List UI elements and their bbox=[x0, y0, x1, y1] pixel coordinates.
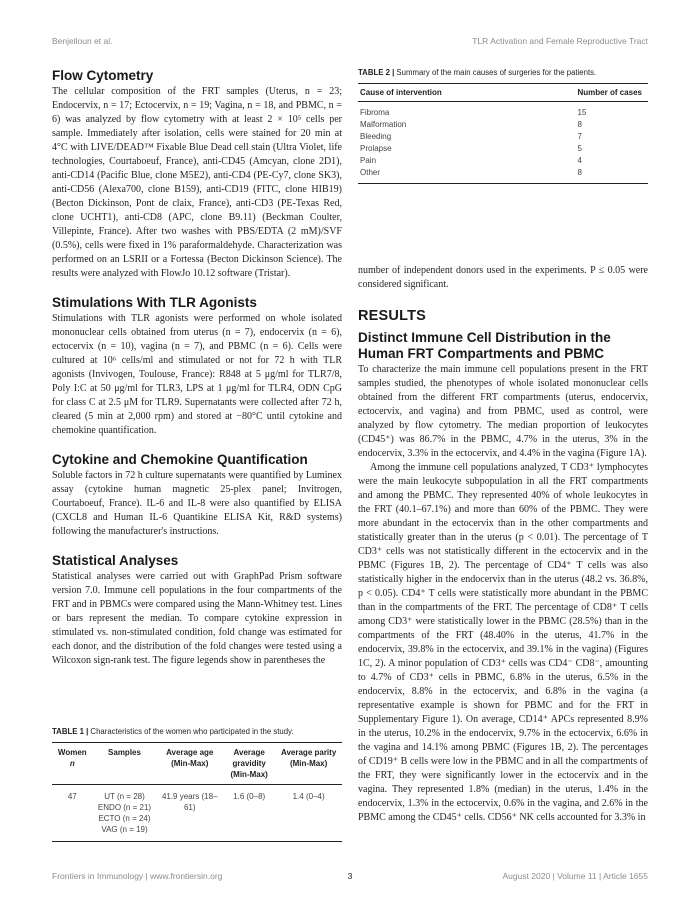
table2-header-cause: Cause of intervention bbox=[358, 84, 576, 102]
table2-caption: TABLE 2 | Summary of the main causes of surgeries for the patients. bbox=[358, 68, 597, 77]
section-title-flow-cytometry: Flow Cytometry bbox=[52, 68, 154, 83]
table1-cell-women: 47 bbox=[52, 785, 93, 842]
paragraph-stimulations: Stimulations with TLR agonists were performed on whole isolated mononuclear cells obtained from uterus (n = 7), endocervix (n = 6), ectocervix (n = 10), vagina (n = 7), and PBMC (n = 6). Cells were cultured at 10⁶ cells/ml and stimulated or not for 72 h with TLR agonists (Invivogen, Toulouse, France): R848 at 5 μg/ml for TLR7/8, Poly I:C at 50 μg/ml for TLR3, LPS at 1 μg/ml for TLR4, ODN CpG for class C at 2.5 μM for TLR9. Supernatants were collected after 72 h, cleared (5 min at 2,000 rpm) and stored at −80°C until cytokine and chemokine quantification. bbox=[52, 313, 342, 436]
paragraph-flow-cytometry: The cellular composition of the FRT samples (Uterus, n = 23; Endocervix, n = 17; Ectocervix, n = 19; Vagina, n = 18, and PBMC, n = 6) was analyzed by flow cytometry with at least 2 × 10⁵ cells per sample. Immediately after isolation, cells were stained for 20 min at 4°C with LIVE/DEAD™ Fixable Blue Dead cell stain (Ultra Violet, life technologies, Courtaboeuf, France), anti-CD45 (Amcyan, clone 2D1), anti-CD14 (Pacific Blue, clone M5E2), anti-CD4 (PE-Cy7, clone SK3), anti-CD56 (Alexa700, clone B159), anti-CD19 (FITC, clone HIB19) (Becton Dickinson, Pont de claix, France), anti-CD3 (PE-Texas Red, clone UCHT1), anti-CD8 (APC, clone B9.11) (Beckman Coulter, Villepinte, France). After two washes with PBS/EDTA (2 mM)/SVF (0.5%), cells were fixed in 1% paraformaldehyde. Characterization was performed on an LSRII or a Fortessa (Becton Dickinson Science). The results were analyzed with FlowJo 10.12 software (Tristar). bbox=[52, 86, 342, 279]
footer-issue: August 2020 | Volume 11 | Article 1655 bbox=[502, 871, 648, 881]
table2 bbox=[358, 83, 648, 184]
footer-journal: Frontiers in Immunology | www.frontiersin.org bbox=[52, 871, 223, 881]
table1-header-parity: Average parity (Min-Max) bbox=[275, 743, 342, 785]
table1-header-age: Average age (Min-Max) bbox=[156, 743, 223, 785]
results-heading: RESULTS bbox=[358, 308, 426, 324]
section-title-stimulations: Stimulations With TLR Agonists bbox=[52, 295, 257, 310]
table2-header-number: Number of cases bbox=[576, 84, 649, 102]
section-title-statistics: Statistical Analyses bbox=[52, 553, 179, 568]
table-row: Fibroma 15 bbox=[360, 108, 587, 117]
paragraph-results-2: Among the immune cell populations analyzed, T CD3⁺ lymphocytes were the main leukocyte subpopulation in all the FRT compartments and among the PBMC. They represented 40% of whole leukocytes in the FRT (40.1–67.1%) and more than 60% of the PBMC. They were more abundant in the ectocervix than in the other compartments and statistically greater than in the uterus (p < 0.01). The percentage of T CD3⁺ cells was not statistically different in the ectocervix and in the PBMC (Figures 1B, 2). The percentage of CD4⁺ T cells was also statistically higher in the endocervix than in the uterus (48.2 vs. 36.8%, p < 0.05). CD4⁺ T cells were statistically more abundant in the PBMC than in the compartments of the FRT. The percentage of CD8⁺ T cells among CD3⁺ were statistically lower in the PBMC (28.5%) than in the compartments of the FRT (48.40% in the uterus, 41.7% in the endocervix, 39.8% in the ectocervix, and 39.1% in the vagina) (Figures 1C, 2). A minor population of CD3⁺ cells was CD4⁻ CD8⁻, amounting to 4.7% of CD3⁺ cells in PBMC, 6.8% in the uterus, 6.5% in the endocervix, 8.8% in the ectocervix, and 6.8% in the vagina (a representative example is shown for PBMC and for the FRT in Supplementary Figure 1). On average, CD14⁺ APCs represented 8.9% in the uterus, 10.2% in the endocervix, 9.7% in the ectocervix, 6.6% in the vagina and 14.1% among PBMC (Figures 1B, 2). The percentages of CD19⁺ B cells were low in the PBMC and in all the compartments of the FRT, they were significantly lower in the ectocervix and in the vagina. They represented 1.8% (median) in the uterus, 1.4% in the endocervix, 1.3% in the ectocervix, 0.6% in the vagina, and 2.6% in the PBMC among the CD45⁺ cells. CD56⁺ NK cells accounted for 3.3% in bbox=[358, 462, 648, 823]
table1-caption: TABLE 1 | Characteristics of the women who participated in the study. bbox=[52, 727, 294, 736]
table1-cell-gravidity: 1.6 (0–8) bbox=[223, 785, 275, 842]
table-row: Other 8 bbox=[358, 167, 648, 184]
table1-cell-samples: UT (n = 28) ENDO (n = 21) ECTO (n = 24) VAG (n = 19) bbox=[93, 785, 157, 842]
left-column bbox=[52, 68, 342, 668]
table1-header-women: Women n bbox=[52, 743, 93, 785]
paragraph-continued: number of independent donors used in the experiments. P ≤ 0.05 were considered significant. bbox=[358, 265, 648, 290]
page-number: 3 bbox=[347, 871, 353, 881]
table-row: Malformation 8 bbox=[360, 120, 582, 129]
header-title: TLR Activation and Female Reproductive Tract bbox=[472, 36, 648, 46]
table1-header-samples: Samples bbox=[93, 743, 157, 785]
table1 bbox=[52, 742, 342, 842]
paragraph-results-1: To characterize the main immune cell populations present in the FRT samples studied, the phenotypes of whole isolated mononuclear cells obtained from the different FRT compartments (uterus, endocervix, ectocervix, and vagina) and from PBMC, used as control, were analyzed by flow cytometry. The median proportion of leukocytes (CD45⁺) was 86.7% in the PBMC, 4.7% in the uterus, 3% in the endocervix, 3.3% in the ectocervix, and 4.4% in the vagina (Figure 1A). bbox=[358, 364, 648, 459]
table1-cell-parity: 1.4 (0–4) bbox=[275, 785, 342, 842]
table1-block bbox=[52, 727, 342, 842]
header-authors: Benjelloun et al. bbox=[52, 36, 113, 46]
results-block bbox=[358, 264, 648, 825]
table-row: Prolapse 5 bbox=[360, 144, 582, 153]
paragraph-cytokine: Soluble factors in 72 h culture supernatants were quantified by Luminex assay (cytokine human magnetic 25-plex panel; Invitrogen, Courtaboeuf, France). IL-6 and IL-8 were also quantified by ELISA (CXCL8 and Human IL-6 Quantikine ELISA Kit, R&D systems) following the manufacturer's instructions. bbox=[52, 470, 342, 537]
table-row bbox=[52, 785, 342, 842]
section-title-cytokine: Cytokine and Chemokine Quantification bbox=[52, 452, 308, 467]
paragraph-statistics: Statistical analyses were carried out with GraphPad Prism software version 7.0. Immune cell populations in the four compartments of the FRT and in PBMCs were compared using the Mann-Whitney test. Lines or bars represent the median. To compare cytokine expression in stimulated vs. non-stimulated condition, fold change was estimated for each donor, and the distribution of the fold changes were tested using a Wilcoxon sign-rank test. The figure legends show in parentheses the bbox=[52, 571, 342, 666]
table-row: Pain 4 bbox=[360, 156, 582, 165]
right-column bbox=[358, 68, 648, 184]
results-subheading: Distinct Immune Cell Distribution in the Human FRT Compartments and PBMC bbox=[358, 330, 611, 361]
table-row: Bleeding 7 bbox=[360, 132, 582, 141]
table1-cell-age: 41.9 years (18–61) bbox=[156, 785, 223, 842]
table1-header-gravidity: Average gravidity (Min-Max) bbox=[223, 743, 275, 785]
